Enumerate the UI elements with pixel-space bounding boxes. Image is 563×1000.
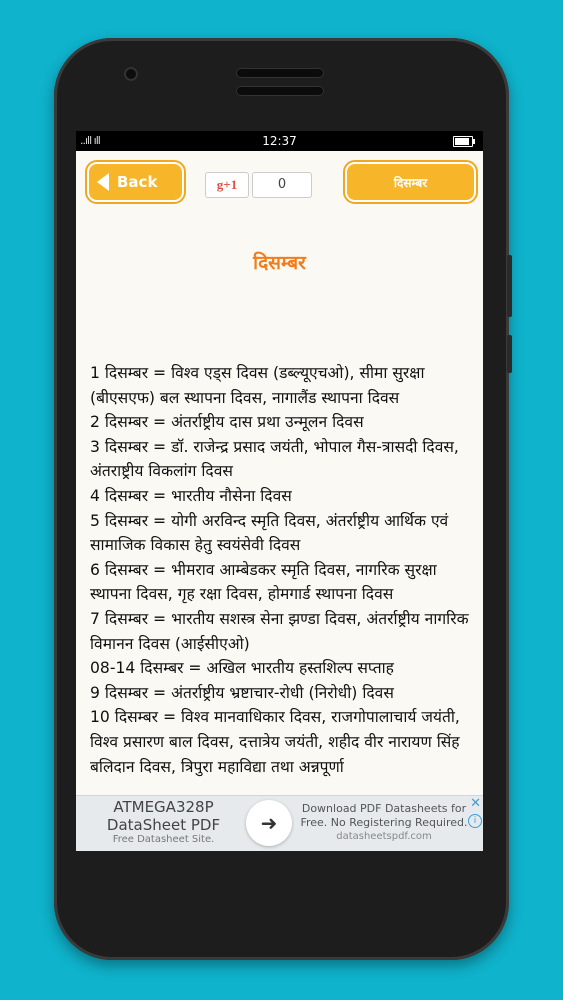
entries-list bbox=[90, 361, 473, 779]
app-content bbox=[76, 151, 483, 851]
list-item: 2 दिसम्बर = अंतर्राष्ट्रीय दास प्रथा उन्मूलन दिवस bbox=[90, 413, 364, 432]
signal-icons: ..ıll ıll bbox=[80, 134, 100, 147]
front-camera bbox=[124, 67, 138, 81]
ad-title-block[interactable] bbox=[86, 798, 241, 845]
google-plus-one-button[interactable]: g+1 bbox=[205, 172, 249, 198]
ad-banner[interactable] bbox=[76, 795, 483, 851]
list-item: 9 दिसम्बर = अंतर्राष्ट्रीय भ्रष्टाचार-रोधी (निरोधी) दिवस bbox=[90, 683, 394, 702]
ad-title-line1: ATMEGA328P bbox=[113, 798, 214, 816]
status-bar bbox=[76, 131, 483, 151]
list-item: 08-14 दिसम्बर = अखिल भारतीय हस्तशिल्प सप्ताह bbox=[90, 659, 394, 678]
back-button-label: Back bbox=[117, 173, 158, 191]
earpiece-speaker bbox=[236, 68, 324, 78]
ad-arrow-icon[interactable]: ➜ bbox=[246, 800, 292, 846]
list-item: 4 दिसम्बर = भारतीय नौसेना दिवस bbox=[90, 486, 292, 505]
list-item: 6 दिसम्बर = भीमराव आम्बेडकर स्मृति दिवस, नागरिक सुरक्षा स्थापना दिवस, गृह रक्षा दिवस, होमगार्ड स्थापना दिवस bbox=[90, 560, 437, 604]
back-button[interactable] bbox=[87, 162, 184, 202]
list-item: 7 दिसम्बर = भारतीय सशस्त्र सेना झण्डा दिवस, अंतर्राष्ट्रीय नागरिक विमानन दिवस (आईसीएओ) bbox=[90, 609, 469, 653]
toolbar bbox=[76, 151, 483, 211]
ad-description[interactable] bbox=[298, 802, 470, 844]
like-count: 0 bbox=[252, 172, 312, 198]
ad-desc-line2: Free. No Registering Required. bbox=[300, 816, 468, 829]
month-button[interactable] bbox=[345, 162, 476, 202]
battery-icon bbox=[453, 136, 473, 147]
power-button bbox=[507, 335, 512, 373]
back-arrow-icon bbox=[97, 173, 109, 191]
ad-close-icon[interactable]: ✕ bbox=[470, 796, 481, 811]
month-button-label: दिसम्बर bbox=[393, 175, 428, 190]
ad-desc-line1: Download PDF Datasheets for bbox=[301, 802, 467, 815]
list-item: 3 दिसम्बर = डॉ. राजेन्द्र प्रसाद जयंती, भोपाल गैस-त्रासदी दिवस, अंतराष्ट्रीय विकलांग दिवस bbox=[90, 437, 459, 481]
status-time: 12:37 bbox=[262, 134, 297, 148]
list-item: 1 दिसम्बर = विश्व एड्स दिवस (डब्ल्यूएचओ), सीमा सुरक्षा (बीएसएफ) बल स्थापना दिवस, नागालैंड स्थापना दिवस bbox=[90, 364, 425, 407]
ad-title-line2: DataSheet PDF bbox=[106, 816, 221, 834]
volume-button bbox=[507, 255, 512, 317]
ad-info-icon[interactable]: i bbox=[468, 814, 482, 828]
ad-subtitle: Free Datasheet Site. bbox=[112, 834, 215, 845]
earpiece-speaker-lower bbox=[236, 86, 324, 96]
list-item: 10 दिसम्बर = विश्व मानवाधिकार दिवस, राजगोपालाचार्य जयंती, विश्व प्रसारण बाल दिवस, दत्तात्रेय जयंती, शहीद वीर नारायण सिंह बलिदान दिवस, त्रिपुरा महाविद्या तथा अन्नपूर्णा bbox=[90, 708, 460, 776]
list-item: 5 दिसम्बर = योगी अरविन्द स्मृति दिवस, अंतर्राष्ट्रीय आर्थिक एवं सामाजिक विकास हेतु स्वयंसेवी दिवस bbox=[90, 511, 449, 555]
ad-url: datasheetspdf.com bbox=[336, 831, 432, 842]
screen bbox=[76, 131, 483, 851]
page-title: दिसम्बर bbox=[253, 252, 306, 274]
